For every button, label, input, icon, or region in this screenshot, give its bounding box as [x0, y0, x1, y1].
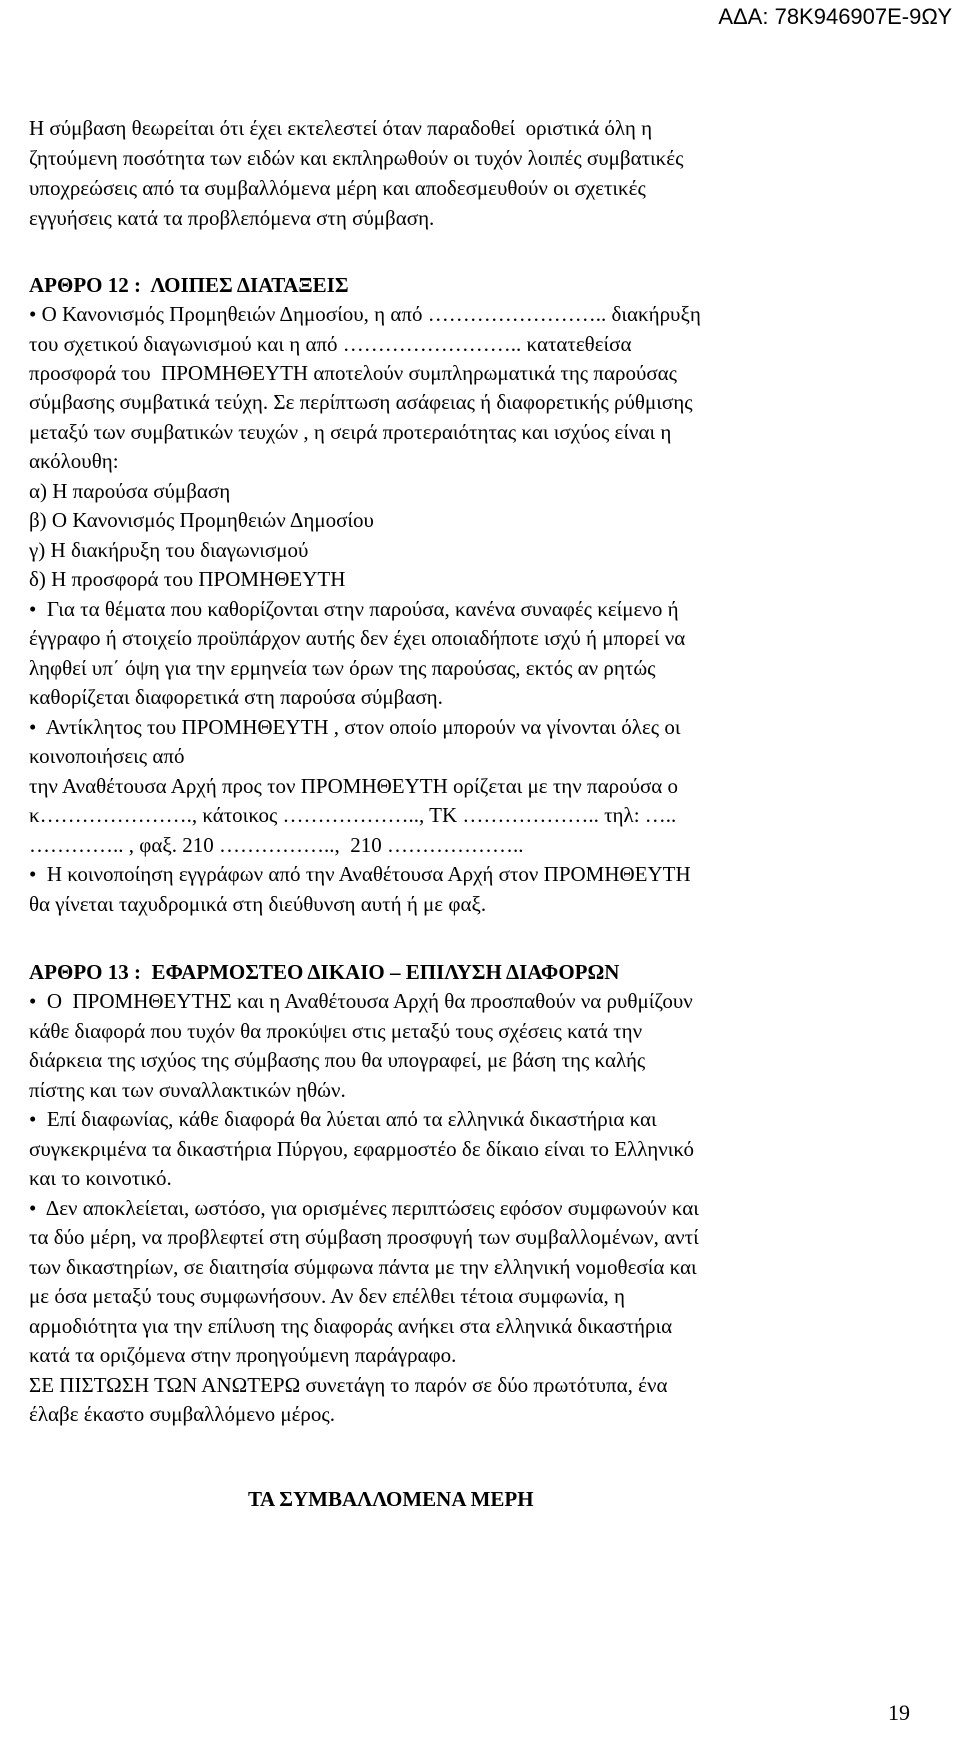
bullet-line: διάρκεια της ισχύος της σύμβασης που θα υπογραφεί, με βάση της καλής — [29, 1048, 646, 1072]
bullet-line: του σχετικού διαγωνισμού και η από …………………….. κατατεθείσα — [29, 332, 632, 356]
bullet-line: πίστης και των συναλλακτικών ηθών. — [29, 1078, 346, 1102]
bullet-line: κ…………………., κάτοικος ……………….., ΤΚ ……………….. τηλ: ….. — [29, 803, 677, 827]
bullet-line: προσφορά του ΠΡΟΜΗΘΕΥΤΗ αποτελούν συμπληρωματικά της παρούσας — [29, 361, 677, 385]
para-1-line: εγγυήσεις κατά τα προβλεπόμενα στη σύμβαση. — [29, 206, 435, 230]
bullet-line: σύμβασης συμβατικά τεύχη. Σε περίπτωση ασάφειας ή διαφορετικής ρύθμισης — [29, 390, 693, 414]
ada-code: ΑΔΑ: 78Κ946907Ε-9ΩΥ — [718, 4, 952, 29]
bullet-line: έγγραφο ή στοιχείο προϋπάρχον αυτής δεν έχει οποιαδήποτε ισχύ ή μπορεί να — [29, 626, 686, 650]
para-1-line: υποχρεώσεις από τα συμβαλλόμενα μέρη και αποδεσμευθούν οι σχετικές — [29, 176, 646, 200]
article-13-heading: ΑΡΘΡΟ 13 : ΕΦΑΡΜΟΣΤΕΟ ΔΙΚΑΙΟ – ΕΠΙΛΥΣΗ ΔΙΑΦΟΡΩΝ — [29, 960, 620, 984]
bullet-line: • Επί διαφωνίας, κάθε διαφορά θα λύεται από τα ελληνικά δικαστήρια και — [29, 1107, 657, 1131]
bullet-line: ληφθεί υπ΄ όψη για την ερμηνεία των όρων της παρούσας, εκτός αν ρητώς — [29, 656, 656, 680]
bullet-line: • Η κοινοποίηση εγγράφων από την Αναθέτουσα Αρχή στον ΠΡΟΜΗΘΕΥΤΗ — [29, 862, 691, 886]
bullet-line: των δικαστηρίων, σε διαιτησία σύμφωνα πάντα με την ελληνική νομοθεσία και — [29, 1255, 697, 1279]
bullet-line: την Αναθέτουσα Αρχή προς τον ΠΡΟΜΗΘΕΥΤΗ ορίζεται με την παρούσα ο — [29, 774, 679, 798]
article-12-heading: ΑΡΘΡΟ 12 : ΛΟΙΠΕΣ ΔΙΑΤΑΞΕΙΣ — [29, 273, 349, 297]
bullet-line: • Ο Κανονισμός Προμηθειών Δημοσίου, η από …………………….. διακήρυξη — [29, 302, 701, 326]
list-item-a: α) Η παρούσα σύμβαση — [29, 479, 231, 503]
para-1-line: Η σύμβαση θεωρείται ότι έχει εκτελεστεί όταν παραδοθεί οριστικά όλη η — [29, 116, 653, 140]
list-item-d: δ) Η προσφορά του ΠΡΟΜΗΘΕΥΤΗ — [29, 567, 346, 591]
closing-line: ΣΕ ΠΙΣΤΩΣΗ ΤΩΝ ΑΝΩΤΕΡΩ συνετάγη το παρόν σε δύο πρωτότυπα, ένα — [29, 1373, 668, 1397]
list-item-c: γ) Η διακήρυξη του διαγωνισμού — [29, 538, 309, 562]
signature-heading: ΤΑ ΣΥΜΒΑΛΛΟΜΕΝΑ ΜΕΡΗ — [248, 1487, 534, 1511]
bullet-line: με όσα μεταξύ τους συμφωνήσουν. Αν δεν επέλθει τέτοια συμφωνία, η — [29, 1284, 625, 1308]
bullet-line: • Για τα θέματα που καθορίζονται στην παρούσα, κανένα συναφές κείμενο ή — [29, 597, 679, 621]
bullet-line: καθορίζεται διαφορετικά στη παρούσα σύμβαση. — [29, 685, 443, 709]
bullet-line: • Δεν αποκλείεται, ωστόσο, για ορισμένες περιπτώσεις εφόσον συμφωνούν και — [29, 1196, 699, 1220]
bullet-line: συγκεκριμένα τα δικαστήρια Πύργου, εφαρμοστέο δε δίκαιο είναι το Ελληνικό — [29, 1137, 695, 1161]
closing-line: έλαβε έκαστο συμβαλλόμενο μέρος. — [29, 1402, 335, 1426]
bullet-line: αρμοδιότητα για την επίλυση της διαφοράς ανήκει στα ελληνικά δικαστήρια — [29, 1314, 673, 1338]
bullet-line: κοινοποιήσεις από — [29, 744, 185, 768]
bullet-line: ………….. , φαξ. 210 …………….., 210 ……………….. — [29, 833, 524, 857]
bullet-line: θα γίνεται ταχυδρομικά στη διεύθυνση αυτή ή με φαξ. — [29, 892, 487, 916]
bullet-line: • Ο ΠΡΟΜΗΘΕΥΤΗΣ και η Αναθέτουσα Αρχή θα προσπαθούν να ρυθμίζουν — [29, 989, 693, 1013]
bullet-line: κατά τα οριζόμενα στην προηγούμενη παράγραφο. — [29, 1343, 457, 1367]
bullet-line: τα δύο μέρη, να προβλεφτεί στη σύμβαση προσφυγή των συμβαλλομένων, αντί — [29, 1225, 699, 1249]
list-item-b: β) Ο Κανονισμός Προμηθειών Δημοσίου — [29, 508, 374, 532]
bullet-line: κάθε διαφορά που τυχόν θα προκύψει στις μεταξύ τους σχέσεις κατά την — [29, 1019, 643, 1043]
bullet-line: μεταξύ των συμβατικών τευχών , η σειρά προτεραιότητας και ισχύος είναι η — [29, 420, 672, 444]
page-number: 19 — [888, 1700, 910, 1725]
bullet-line: ακόλουθη: — [29, 449, 119, 473]
para-1-line: ζητούμενη ποσότητα των ειδών και εκπληρωθούν οι τυχόν λοιπές συμβατικές — [29, 146, 684, 170]
bullet-line: • Αντίκλητος του ΠΡΟΜΗΘΕΥΤΗ , στον οποίο μπορούν να γίνονται όλες οι — [29, 715, 681, 739]
bullet-line: και το κοινοτικό. — [29, 1166, 172, 1190]
